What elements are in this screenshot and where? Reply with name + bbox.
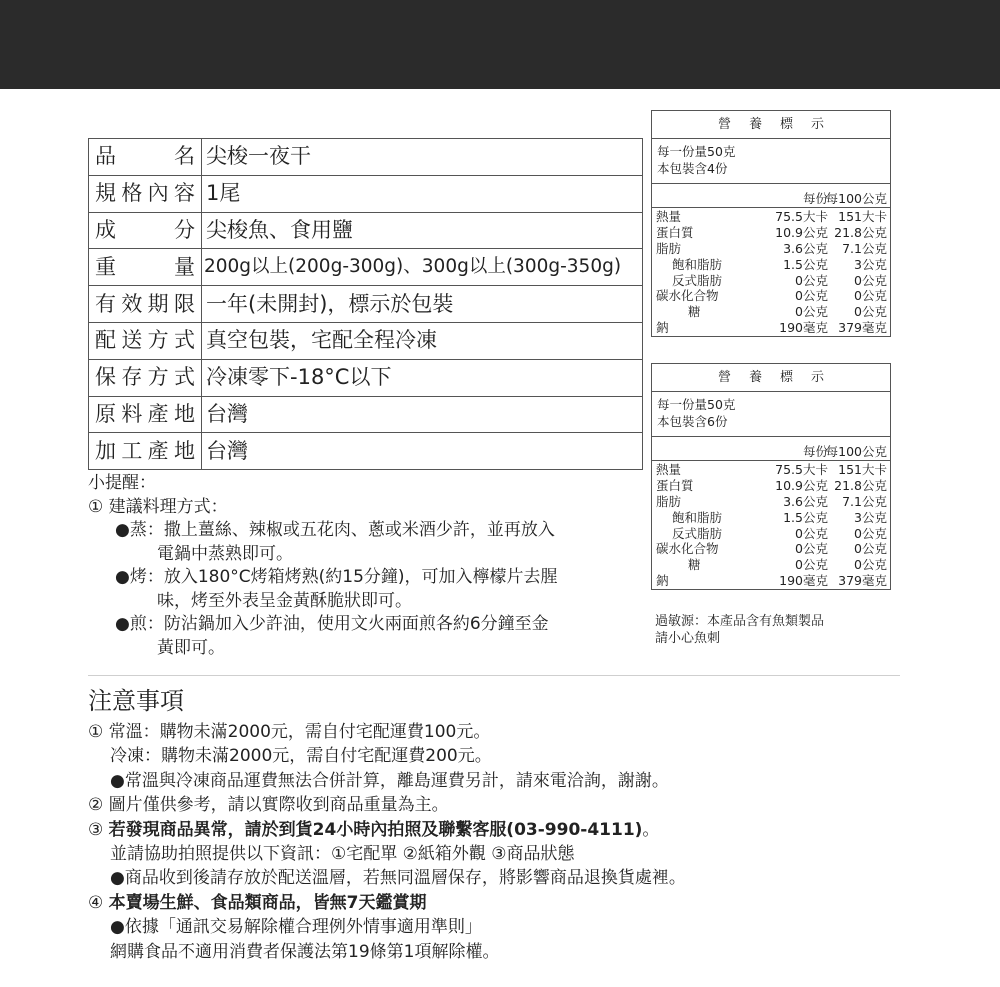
nutrient-per-serving: 190毫克 [779,320,828,336]
note-item: ●依據「通訊交易解除權合理例外情事適用準則」 [110,917,482,938]
nutrition-rows [652,461,890,589]
servings-per-pack: 本包裝含6份 [657,414,728,429]
nutrition-label-6-servings [651,363,891,590]
nutrient-per-100g: 0公克 [854,288,887,304]
info-label: 重量 [89,249,202,286]
nutrient-per-serving: 1.5公克 [783,509,828,525]
info-row-origin [89,396,643,433]
nutrient-name: 脂肪 [656,493,682,509]
nutrient-per-serving: 190毫克 [779,573,828,589]
nutrient-per-serving: 75.5大卡 [775,462,828,477]
nutrient-per-serving: 3.6公克 [783,240,828,256]
note-item: ●常溫與冷凍商品運費無法合併計算，離島運費另計，請來電洽詢，謝謝。 [110,770,669,791]
nutrient-per-100g: 3公克 [854,256,887,272]
nutrient-name: 蛋白質 [656,224,694,240]
product-info-table [88,138,643,470]
info-value: 1尾 [202,175,643,212]
info-row-weight [89,249,643,286]
nutrient-per-100g: 3公克 [854,509,887,525]
nutrition-column-headers [652,437,890,461]
nutrition-row [652,225,890,241]
note-item [88,891,888,915]
nutrient-name: 碳水化合物 [656,541,719,557]
nutrient-per-serving: 0公克 [795,304,828,320]
nutrition-row [652,557,890,573]
nutrient-per-100g: 379毫克 [838,573,887,589]
nutrient-name: 碳水化合物 [656,288,719,304]
tip-steam: ●蒸：撒上薑絲、辣椒或五花肉、蔥或米酒少許，並再放入 [115,520,555,540]
nutrient-name: 反式脂肪 [672,525,723,541]
allergen-line: 請小心魚刺 [655,631,721,646]
nutrition-serving-info [652,392,890,437]
top-banner [0,0,1000,89]
serving-size: 每一份量50克 [657,397,736,412]
col-per-100g: 每100公克 [825,444,887,459]
nutrient-name: 飽和脂肪 [672,509,723,525]
info-label: 品名 [89,139,202,176]
nutrient-per-serving: 10.9公克 [775,224,828,240]
nutrition-row [652,462,890,478]
info-label: 規格內容 [89,175,202,212]
nutrient-per-100g: 0公克 [854,557,887,573]
nutrient-per-100g: 0公克 [854,272,887,288]
tip-bake-cont: 味，烤至外表呈金黃酥脆狀即可。 [157,590,412,611]
nutrient-name: 蛋白質 [656,477,694,493]
info-label: 保存方式 [89,359,202,396]
note-emphasis: 本賣場生鮮、食品類商品，皆無7天鑑賞期 [108,892,427,913]
nutrient-name: 反式脂肪 [672,272,723,288]
nutrient-per-serving: 10.9公克 [775,477,828,493]
info-label: 成分 [89,212,202,249]
note-item: ●商品收到後請存放於配送溫層，若無同溫層保存，將影響商品退換貨處裡。 [110,868,686,889]
nutrition-row [652,273,890,289]
tip-fry-cont: 黃即可。 [157,637,225,658]
nutrient-per-serving: 3.6公克 [783,493,828,509]
nutrition-row [652,526,890,542]
info-value: 冷凍零下-18°C以下 [202,359,643,396]
nutrient-per-serving: 0公克 [795,557,828,573]
col-per-100g: 每100公克 [825,191,887,206]
info-row-processing [89,433,643,470]
nutrition-row [652,478,890,494]
info-row-ingredients [89,212,643,249]
note-item: ② 圖片僅供參考，請以實際收到商品重量為主。 [88,795,449,816]
info-row-spec [89,175,643,212]
nutrient-per-serving: 0公克 [795,541,828,557]
note-item: 網購食品不適用消費者保護法第19條第1項解除權。 [110,941,500,962]
nutrition-row [652,541,890,557]
nutrition-row [652,304,890,320]
note-item: ① 常溫：購物未滿2000元，需自付宅配運費100元。 [88,722,491,742]
info-label: 有效期限 [89,286,202,323]
tip-bake: ●烤：放入180°C烤箱烤熟(約15分鐘)，可加入檸檬片去腥 [115,567,558,587]
info-value: 尖梭魚、食用鹽 [202,212,643,249]
note-item: 並請協助拍照提供以下資訊：①宅配單 ②紙箱外觀 ③商品狀態 [110,844,575,865]
info-row-storage [89,359,643,396]
nutrient-per-serving: 0公克 [795,525,828,541]
nutrient-name: 糖 [688,557,701,573]
serving-size: 每一份量50克 [657,144,736,159]
info-label: 原料產地 [89,396,202,433]
nutrition-row [652,241,890,257]
cooking-tips [88,472,628,660]
nutrition-column-headers [652,184,890,208]
note-emphasis: 若發現商品異常，請於到貨24小時內拍照及聯繫客服(03-990-4111) [108,819,643,840]
section-divider [88,675,900,676]
nutrition-title: 營養標示 [652,111,890,139]
nutrient-per-100g: 0公克 [854,304,887,320]
notes-title: 注意事項 [88,687,184,715]
nutrition-row [652,494,890,510]
info-row-name [89,139,643,176]
nutrient-per-100g: 7.1公克 [842,493,887,509]
tip-fry: ●煎：防沾鍋加入少許油，使用文火兩面煎各約6分鐘至金 [115,614,549,634]
nutrient-name: 飽和脂肪 [672,256,723,272]
nutrient-per-100g: 21.8公克 [834,477,887,493]
nutrition-rows [652,208,890,336]
nutrient-name: 熱量 [656,462,682,477]
info-value: 真空包裝，宅配全程冷凍 [202,322,643,359]
nutrition-serving-info [652,139,890,184]
info-row-expiry [89,286,643,323]
nutrition-row [652,257,890,273]
nutrient-name: 熱量 [656,209,682,224]
nutrient-per-100g: 0公克 [854,525,887,541]
nutrient-per-100g: 0公克 [854,541,887,557]
nutrient-per-serving: 75.5大卡 [775,209,828,224]
tips-title: 小提醒： [88,473,156,493]
nutrient-name: 鈉 [656,320,669,336]
nutrition-row [652,573,890,589]
servings-per-pack: 本包裝含4份 [657,161,728,176]
col-per-serving: 每份 [802,191,828,206]
nutrient-per-100g: 379毫克 [838,320,887,336]
nutrient-per-serving: 1.5公克 [783,256,828,272]
tip-steam-cont: 電鍋中蒸熟即可。 [157,543,293,564]
nutrition-title: 營養標示 [652,364,890,392]
info-label: 加工產地 [89,433,202,470]
info-value: 台灣 [202,433,643,470]
col-per-serving: 每份 [802,444,828,459]
info-value: 200g以上(200g-300g)、300g以上(300g-350g) [202,249,643,286]
nutrient-per-100g: 151大卡 [838,209,887,224]
note-item [88,818,888,842]
info-value: 台灣 [202,396,643,433]
note-item: 冷凍：購物未滿2000元，需自付宅配運費200元。 [110,746,492,767]
info-label: 配送方式 [89,322,202,359]
nutrient-per-100g: 21.8公克 [834,224,887,240]
info-value: 尖梭一夜干 [202,139,643,176]
notes-list [88,720,888,964]
note-number: ④ [88,892,109,913]
nutrient-per-100g: 151大卡 [838,462,887,477]
nutrition-label-4-servings [651,110,891,337]
nutrient-per-100g: 7.1公克 [842,240,887,256]
info-value: 一年(未開封)，標示於包裝 [202,286,643,323]
note-suffix: 。 [642,819,660,840]
nutrition-row [652,288,890,304]
nutrient-per-serving: 0公克 [795,288,828,304]
nutrient-name: 脂肪 [656,240,682,256]
nutrition-row [652,510,890,526]
allergen-notice [655,613,824,647]
nutrient-per-serving: 0公克 [795,272,828,288]
info-row-delivery [89,322,643,359]
note-number: ③ [88,819,109,840]
allergen-line: 過敏源：本產品含有魚類製品 [655,614,825,629]
tips-method-title: ① 建議料理方式： [88,496,228,517]
nutrition-row [652,209,890,225]
nutrition-row [652,320,890,336]
nutrient-name: 糖 [688,304,701,320]
nutrient-name: 鈉 [656,573,669,589]
